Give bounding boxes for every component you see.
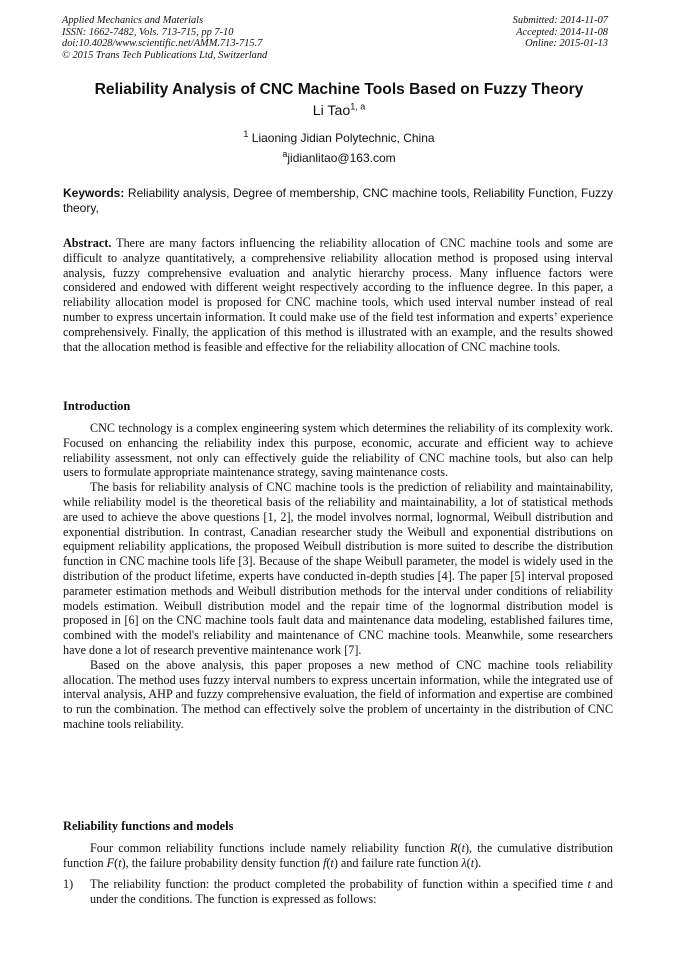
- var-lambda: λ: [461, 855, 467, 870]
- var-f: f: [322, 855, 327, 870]
- paren-open-1: (: [457, 841, 462, 855]
- author-name: Li Tao: [312, 103, 351, 119]
- email-sup: a: [282, 149, 288, 159]
- rel-text-4: ) and failure rate function: [333, 855, 462, 870]
- affiliation: [0, 131, 678, 145]
- issn-line: ISSN: 1662-7482, Vols. 713-715, pp 7-10: [62, 26, 234, 38]
- keywords-text: Reliability analysis, Degree of membership, CNC machine tools, Reliability Function, Fuzzy theory,: [63, 186, 613, 215]
- email-address[interactable]: jidianlitao@163.com: [287, 151, 396, 165]
- paren-open-3: (: [326, 855, 331, 870]
- journal-info: [62, 15, 267, 61]
- var-t-3: t: [330, 855, 334, 870]
- rel-text-2: ), the cumulative distribution function: [63, 841, 614, 870]
- var-t-1: t: [461, 841, 465, 855]
- list-item: [63, 877, 613, 907]
- list-text-a: The reliability function: the product completed the probability of function within a specified time: [90, 877, 588, 891]
- introduction-heading: Introduction: [63, 399, 131, 413]
- var-t-5: t: [587, 877, 591, 891]
- accepted-date: Accepted: 2014-11-08: [516, 26, 608, 38]
- reliability-intro: [63, 841, 613, 871]
- intro-paragraph-2: The basis for reliability analysis of CNC machine tools is the prediction of reliability and maintainability, while reliability model is the theoretical basis of the reliability and maintainability, a lot of statistical methods are used to achieve the above questions [1, 2], the model involves normal, lognormal, Weibull distribution and exponential distribution. In contrast, Canadian researcher study the Weibull and exponential distributions on equipment reliability applications, the proposed Weibull distribution is more suited to describe the distribution function in CNC machine tools life [3]. Because of the shape Weibull parameter, the model is widely used in the distribution of the product lifetime, experts have conducted in-depth studies [4]. The paper [5] interval proposed parameter estimation methods and Weibull distribution methods for the interval under conditions of reliability models estimation. Weibull distribution model and the repair time of the lognormal distribution model is proposed in [6] on the CNC machine tools fault data and maintenance data modeling, established failures time, combined with the model's reliability and maintenance of CNC machine tools. Meanwhile, some researchers have done a lot of research preventive maintenance work [7].: [63, 480, 613, 657]
- submitted-date: Submitted: 2014-11-07: [512, 15, 608, 26]
- author-sup: 1, a: [350, 101, 366, 112]
- journal-name: Applied Mechanics and Materials: [62, 15, 204, 26]
- paren-open-4: (: [466, 855, 471, 870]
- intro-paragraph-1: CNC technology is a complex engineering system which determines the reliability of its complexity work. Focused on enhancing the reliability index this purpose, economic, accurate and efficient way to achieve reliability assessment, not only can effectively guide the reliability of CNC machine tools, but also can help users to formulate appropriate maintenance strategy, saving maintenance costs.: [63, 421, 613, 480]
- affiliation-text: Liaoning Jidian Polytechnic, China: [248, 131, 435, 145]
- paren-open-2: (: [114, 855, 119, 870]
- email-line: [0, 151, 678, 165]
- intro-paragraph-3: Based on the above analysis, this paper proposes a new method of CNC machine tools reliability allocation. The method uses fuzzy interval numbers to express uncertain information, while the integrated use of interval analysis, AHP and fuzzy comprehensive evaluation, the field of information and expertise are combined to run the combination. The method can effectively solve the problem of uncertainty in the distribution of CNC machine tools reliability.: [63, 657, 613, 731]
- dates-info: [513, 15, 608, 50]
- affiliation-sup: 1: [243, 129, 249, 139]
- rel-text-1: Four common reliability functions include namely reliability function: [90, 841, 451, 855]
- var-F: F: [106, 855, 115, 870]
- online-date: Online: 2015-01-13: [525, 38, 608, 50]
- paper-title: Reliability Analysis of CNC Machine Tools Based on Fuzzy Theory: [94, 81, 584, 98]
- keywords: [63, 186, 613, 216]
- reliability-intro-paragraph: [63, 841, 613, 871]
- author-line: [0, 103, 678, 119]
- abstract-label: Abstract.: [63, 236, 112, 250]
- copyright-line: © 2015 Trans Tech Publications Ltd, Switzerland: [62, 49, 268, 61]
- abstract-text: There are many factors influencing the reliability allocation of CNC machine tools and some are difficult to analyze quantitatively, a comprehensive reliability allocation method is proposed using interval analysis, fuzzy comprehensive evaluation and analytic hierarchy process. Many influence factors were considered and endowed with different weight respectively according to the influence degree. In this paper, a reliability allocation model is proposed for CNC machine tools, which used interval number instead of real number to express uncertain information. It could make use of the field test information and experts’ experience comprehensively. Finally, the application of this method is illustrated with an example, and the results showed that the allocation method is feasible and effective for the reliability allocation of CNC machine tools.: [63, 236, 613, 354]
- rel-text-5: ).: [474, 855, 482, 870]
- var-t-4: t: [470, 855, 475, 870]
- abstract: [63, 236, 613, 354]
- list-text: [90, 877, 613, 907]
- introduction-body: [63, 421, 613, 732]
- keywords-label: Keywords:: [63, 186, 125, 200]
- list-number: 1): [63, 877, 74, 891]
- var-R: R: [450, 841, 458, 855]
- list-text-b: and under the conditions. The function is expressed as follows:: [90, 877, 613, 906]
- reliability-heading: Reliability functions and models: [63, 819, 234, 833]
- doi-line: doi:10.4028/www.scientific.net/AMM.713-715.7: [62, 38, 263, 50]
- rel-text-3: ), the failure probability density function: [121, 855, 323, 870]
- var-t-2: t: [118, 855, 122, 870]
